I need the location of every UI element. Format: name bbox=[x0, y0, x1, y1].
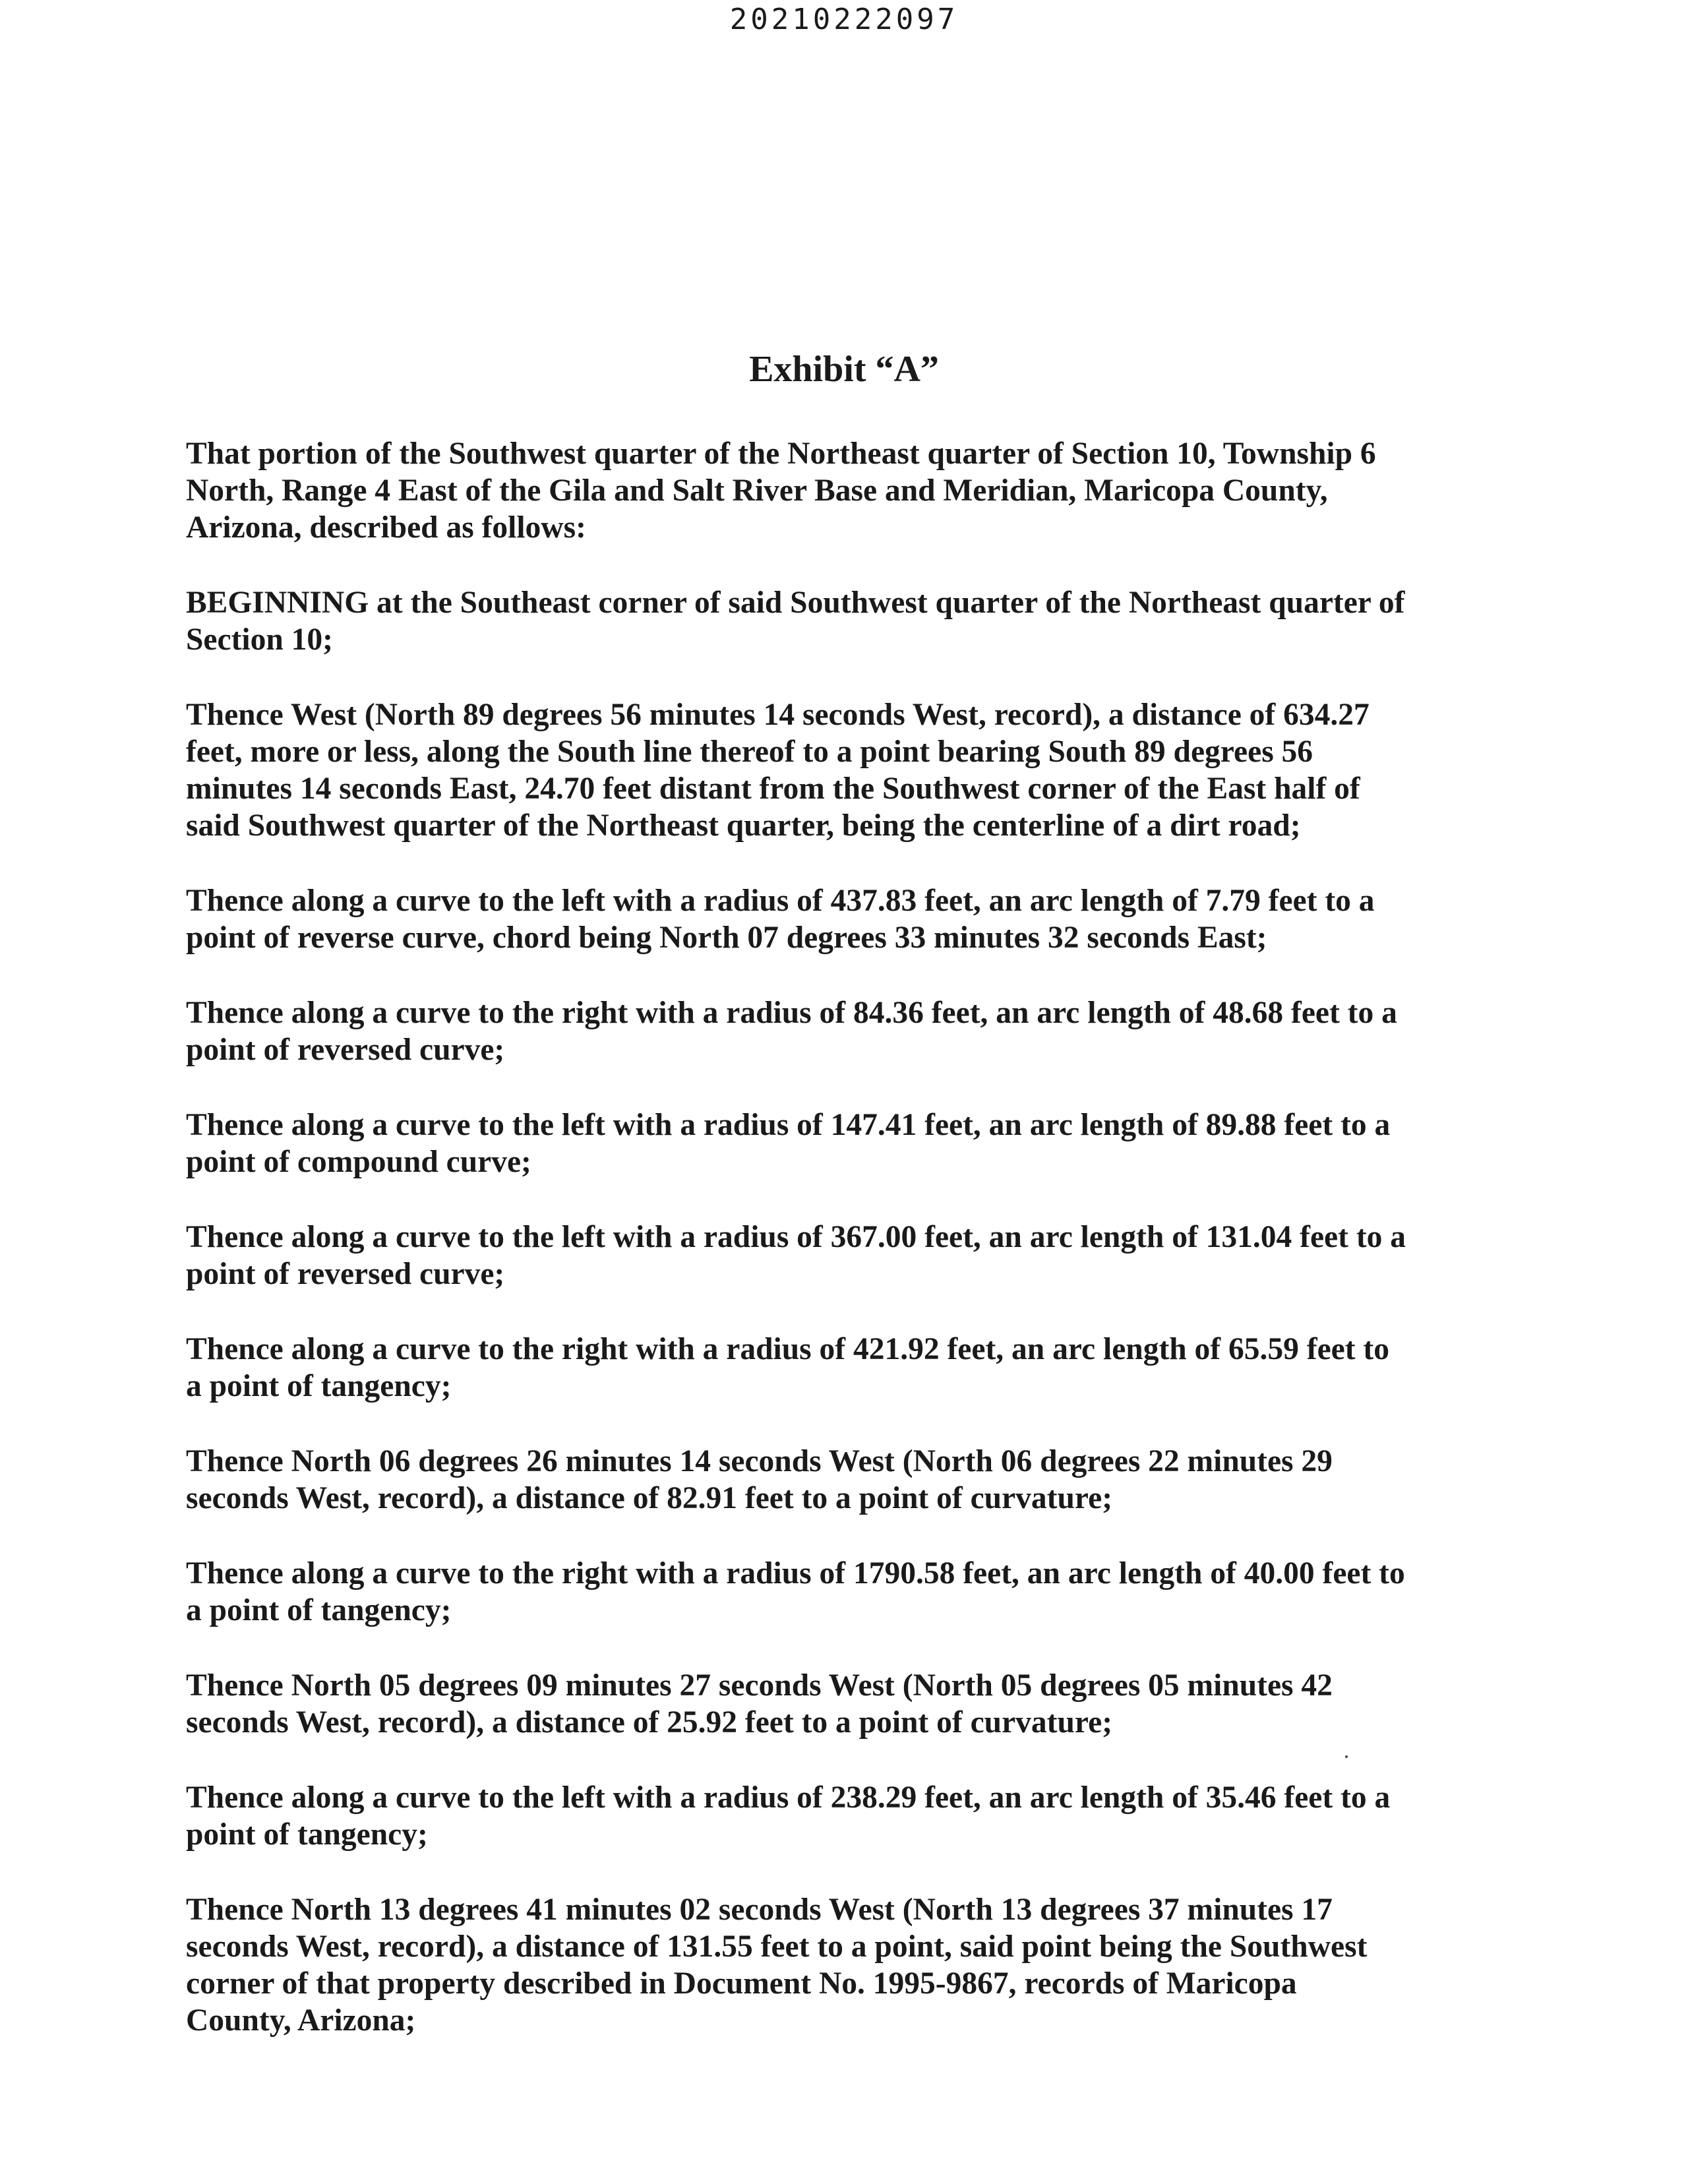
paragraph-line: Section 10; bbox=[186, 622, 333, 657]
legal-description-paragraph bbox=[186, 1779, 1492, 1853]
paragraph-line: seconds West, record), a distance of 25.92 feet to a point of curvature; bbox=[186, 1705, 1113, 1740]
paragraph-line: Arizona, described as follows: bbox=[186, 510, 586, 545]
recording-number: 20210222097 bbox=[729, 3, 959, 36]
paragraph-line: BEGINNING at the Southeast corner of said Southwest quarter of the Northeast quarter of bbox=[186, 586, 1405, 620]
paragraph-line: a point of tangency; bbox=[186, 1369, 452, 1403]
paragraph-line: point of reverse curve, chord being North 07 degrees 33 minutes 32 seconds East; bbox=[186, 921, 1267, 955]
legal-description-paragraph bbox=[186, 882, 1492, 956]
exhibit-title: Exhibit “A” bbox=[749, 349, 939, 390]
paragraph-line: Thence along a curve to the left with a radius of 367.00 feet, an arc length of 131.04 feet to a bbox=[186, 1220, 1406, 1254]
paragraph-line: seconds West, record), a distance of 131.55 feet to a point, said point being the Southwest bbox=[186, 1929, 1368, 1964]
paragraph-line: Thence along a curve to the right with a radius of 421.92 feet, an arc length of 65.59 feet to bbox=[186, 1332, 1389, 1366]
scan-speck bbox=[1345, 1755, 1348, 1758]
paragraph-line: Thence North 13 degrees 41 minutes 02 seconds West (North 13 degrees 37 minutes 17 bbox=[186, 1893, 1333, 1927]
paragraph-line: Thence North 05 degrees 09 minutes 27 seconds West (North 05 degrees 05 minutes 42 bbox=[186, 1668, 1333, 1703]
paragraph-line: Thence North 06 degrees 26 minutes 14 seconds West (North 06 degrees 22 minutes 29 bbox=[186, 1444, 1333, 1478]
paragraph-line: point of compound curve; bbox=[186, 1145, 531, 1179]
legal-description-paragraph bbox=[186, 1107, 1492, 1180]
paragraph-line: Thence along a curve to the right with a radius of 1790.58 feet, an arc length of 40.00 feet to bbox=[186, 1556, 1405, 1591]
paragraph-line: North, Range 4 East of the Gila and Salt River Base and Meridian, Maricopa County, bbox=[186, 473, 1328, 508]
paragraph-line: Thence along a curve to the left with a radius of 437.83 feet, an arc length of 7.79 feet to a bbox=[186, 884, 1375, 918]
legal-description-paragraph bbox=[186, 1219, 1492, 1292]
paragraph-line: Thence along a curve to the left with a radius of 147.41 feet, an arc length of 89.88 feet to a bbox=[186, 1108, 1391, 1142]
legal-description-paragraph bbox=[186, 1331, 1492, 1405]
paragraph-line: corner of that property described in Document No. 1995-9867, records of Maricopa bbox=[186, 1966, 1297, 2001]
paragraph-line: feet, more or less, along the South line thereof to a point bearing South 89 degrees 56 bbox=[186, 735, 1313, 769]
legal-description-paragraph bbox=[186, 994, 1492, 1068]
paragraph-line: Thence West (North 89 degrees 56 minutes 14 seconds West, record), a distance of 634.27 bbox=[186, 698, 1370, 732]
paragraph-line: point of tangency; bbox=[186, 1817, 428, 1852]
paragraph-line: County, Arizona; bbox=[186, 2003, 416, 2038]
legal-description-paragraph bbox=[186, 584, 1492, 658]
legal-description-paragraph bbox=[186, 435, 1492, 546]
paragraph-line: minutes 14 seconds East, 24.70 feet distant from the Southwest corner of the East half of bbox=[186, 772, 1360, 806]
paragraph-line: seconds West, record), a distance of 82.91 feet to a point of curvature; bbox=[186, 1481, 1113, 1515]
paragraph-line: a point of tangency; bbox=[186, 1593, 452, 1627]
legal-description-paragraph bbox=[186, 1555, 1492, 1629]
paragraph-line: That portion of the Southwest quarter of the Northeast quarter of Section 10, Township 6 bbox=[186, 437, 1376, 471]
paragraph-line: Thence along a curve to the right with a radius of 84.36 feet, an arc length of 48.68 feet to a bbox=[186, 996, 1397, 1030]
legal-description-paragraph bbox=[186, 1667, 1492, 1741]
legal-description-paragraph bbox=[186, 1443, 1492, 1517]
legal-description-paragraph bbox=[186, 1891, 1492, 2039]
paragraph-line: point of reversed curve; bbox=[186, 1033, 505, 1067]
legal-description bbox=[186, 435, 1492, 2077]
paragraph-line: point of reversed curve; bbox=[186, 1257, 505, 1291]
paragraph-line: said Southwest quarter of the Northeast quarter, being the centerline of a dirt road; bbox=[186, 808, 1301, 843]
paragraph-line: Thence along a curve to the left with a radius of 238.29 feet, an arc length of 35.46 feet to a bbox=[186, 1780, 1391, 1815]
legal-description-paragraph bbox=[186, 696, 1492, 844]
